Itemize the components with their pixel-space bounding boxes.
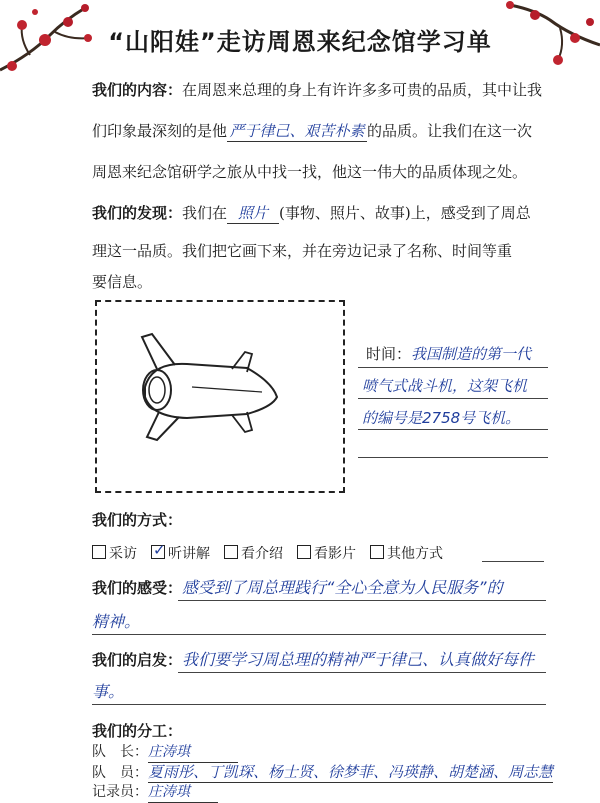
note-rule-2 — [358, 398, 548, 399]
note-rule-3 — [358, 429, 548, 430]
leader-row — [92, 742, 238, 763]
discovery-label: 我们的发现： — [92, 204, 183, 222]
content-answer[interactable]: 严于律己、艰苦朴素 — [227, 121, 367, 142]
inspiration-rule-2 — [92, 704, 546, 705]
option-intro[interactable] — [224, 546, 283, 562]
discovery-section — [92, 203, 531, 224]
feeling-answer-1: 感受到了周总理践行“全心全意为人民服务”的 — [182, 578, 503, 597]
discovery-text-3: 理这一品质。我们把它画下来，并在旁边记录了名称、时间等重 — [92, 242, 513, 260]
discovery-line-2 — [92, 241, 512, 261]
content-text-4: 周恩来纪念馆研学之旅从中找一找，他这一伟大的品质体现之处。 — [92, 163, 528, 181]
time-note-line-2: 喷气式战斗机，这架飞机 — [362, 377, 528, 395]
leader-name[interactable]: 庄涛琪 — [148, 742, 238, 763]
division-section — [92, 721, 182, 741]
members-label: 队 员： — [92, 765, 148, 781]
method-options — [92, 543, 457, 564]
leader-label: 队 长： — [92, 744, 148, 760]
feeling-rule-2 — [92, 634, 546, 635]
content-line-3 — [92, 162, 527, 182]
discovery-answer[interactable]: 照片 — [227, 203, 279, 224]
lecture-checkbox[interactable] — [151, 545, 165, 559]
feeling-answer-2: 精神。 — [92, 612, 141, 631]
content-line-2 — [92, 121, 532, 142]
discovery-text-2: (事物、照片、故事)上，感受到了周总 — [279, 204, 531, 222]
other-checkbox[interactable] — [370, 545, 384, 559]
feeling-section — [92, 578, 503, 598]
option-other[interactable] — [370, 546, 443, 562]
note-rule-1 — [358, 367, 548, 368]
time-note-line-3: 的编号是2758号飞机。 — [362, 409, 521, 427]
discovery-line-3 — [92, 272, 152, 292]
interview-label: 采访 — [109, 546, 137, 562]
content-label: 我们的内容： — [92, 81, 183, 99]
division-label: 我们的分工： — [92, 722, 183, 740]
method-section — [92, 510, 182, 530]
inspiration-label: 我们的启发： — [92, 651, 183, 669]
recorder-row — [92, 782, 218, 803]
recorder-name[interactable]: 庄涛琪 — [148, 782, 218, 803]
interview-checkbox[interactable] — [92, 545, 106, 559]
inspiration-rule-1 — [178, 672, 546, 673]
jet-fighter-sketch — [97, 302, 343, 491]
option-interview[interactable] — [92, 546, 137, 562]
feeling-rule-1 — [178, 600, 546, 601]
time-note-1: 我国制造的第一代 — [411, 345, 532, 363]
time-note-line-1 — [366, 344, 531, 364]
film-label: 看影片 — [314, 546, 356, 562]
lecture-label: 听讲解 — [168, 546, 210, 562]
members-row — [92, 762, 553, 783]
time-label: 时间： — [366, 345, 412, 363]
discovery-text-1: 我们在 — [182, 204, 228, 222]
intro-label: 看介绍 — [241, 546, 283, 562]
other-label: 其他方式 — [387, 546, 443, 562]
method-label: 我们的方式： — [92, 511, 183, 529]
note-rule-4 — [358, 457, 548, 458]
recorder-label: 记录员： — [92, 784, 148, 800]
inspiration-section — [92, 650, 534, 670]
inspiration-answer-1: 我们要学习周总理的精神严于律己、认真做好每件 — [182, 650, 535, 669]
content-text-2: 们印象最深刻的是他 — [92, 122, 228, 140]
option-film[interactable] — [297, 546, 356, 562]
drawing-box — [95, 300, 345, 493]
other-method-blank — [482, 561, 544, 562]
discovery-text-4: 要信息。 — [92, 273, 153, 291]
content-section — [92, 80, 542, 100]
inspiration-answer-2: 事。 — [92, 682, 125, 701]
content-text-3: 的品质。让我们在这一次 — [367, 122, 533, 140]
intro-checkbox[interactable] — [224, 545, 238, 559]
film-checkbox[interactable] — [297, 545, 311, 559]
feeling-label: 我们的感受： — [92, 579, 183, 597]
worksheet-title: “山阳娃”走访周恩来纪念馆学习单 — [108, 28, 492, 56]
option-lecture[interactable] — [151, 546, 210, 562]
members-names[interactable]: 夏雨彤、丁凯琛、杨士贤、徐梦菲、冯瑛静、胡楚涵、周志慧 — [148, 763, 554, 781]
content-text-1: 在周恩来总理的身上有许许多多可贵的品质，其中让我 — [182, 81, 543, 99]
